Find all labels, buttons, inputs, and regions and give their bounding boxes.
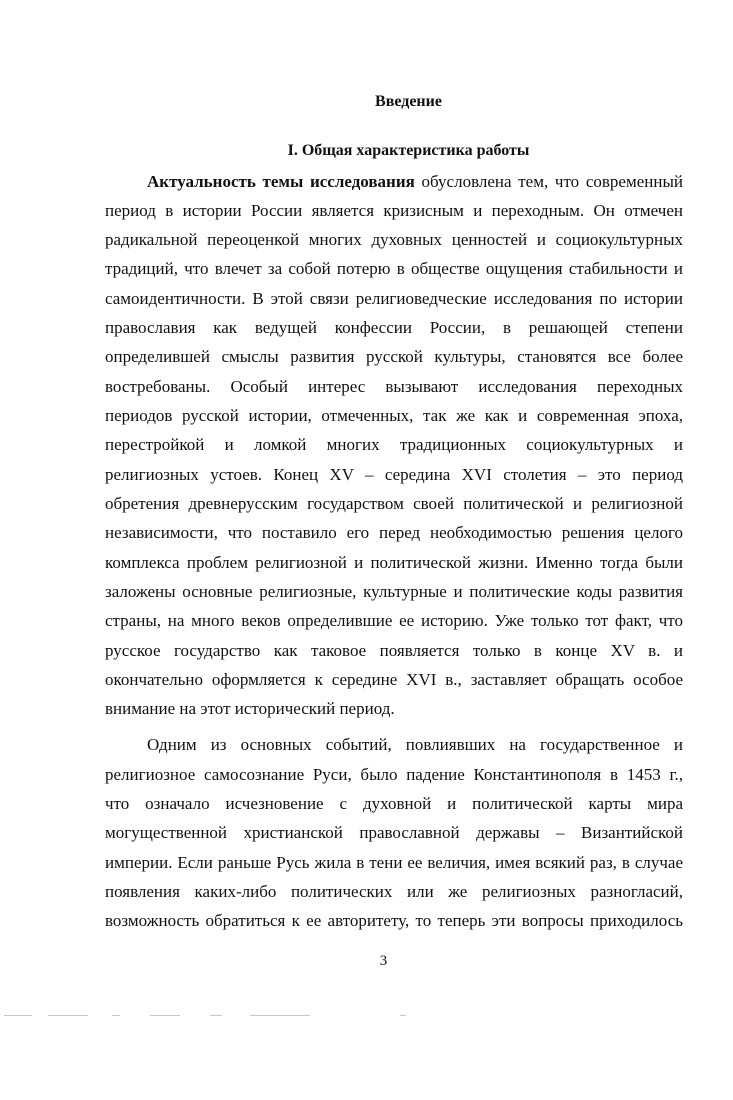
paragraph-1-line: заложены основные религиозные, культурные и политические коды развития — [105, 582, 683, 601]
paragraph-1-line: комплекса проблем религиозной и политической жизни. Именно тогда были — [105, 553, 683, 572]
paragraph-1-line-1 — [147, 171, 683, 193]
paragraph-1-line: окончательно оформляется к середине XVI в., заставляет обращать особое — [105, 670, 683, 689]
paragraph-1-line: русское государство как таковое появляется только в конце XV в. и — [105, 641, 683, 660]
paragraph-1-line: самоидентичности. В этой связи религиоведческие исследования по истории — [105, 289, 683, 308]
paragraph-1-line: страны, на много веков определившие ее историю. Уже только тот факт, что — [105, 611, 683, 630]
paragraph-2-line: появления каких-либо политических или же религиозных разногласий, — [105, 882, 683, 901]
paragraph-1-line: обретения древнерусским государством своей политической и религиозной — [105, 494, 683, 513]
paragraph-1-line: периодов русской истории, отмеченных, так же как и современная эпоха, — [105, 406, 683, 425]
paragraph-2-line: возможность обратиться к ее авторитету, то теперь эти вопросы приходилось — [105, 911, 683, 930]
paragraph-2-line: религиозное самосознание Руси, было падение Константинополя в 1453 г., — [105, 765, 683, 784]
section-title: I. Общая характеристика работы — [287, 142, 530, 159]
page-number: 3 — [379, 953, 388, 969]
paragraph-1-line: период в истории России является кризисным и переходным. Он отмечен — [105, 201, 683, 220]
paragraph-2-line-1: Одним из основных событий, повлиявших на государственное и — [147, 735, 683, 754]
paragraph-1-line: традиций, что влечет за собой потерю в обществе ощущения стабильности и — [105, 259, 683, 278]
paragraph-1-line: независимости, что поставило его перед необходимостью решения целого — [105, 523, 683, 542]
document-title: Введение — [375, 93, 442, 110]
paragraph-1-lead-bold: Актуальность темы исследования — [147, 172, 415, 191]
paragraph-1-line: православия как ведущей конфессии России, в решающей степени — [105, 318, 683, 337]
paragraph-1-line: внимание на этот исторический период. — [105, 699, 395, 718]
paragraph-1-line: определившей смыслы развития русской культуры, становятся все более — [105, 347, 683, 366]
paragraph-1-line: востребованы. Особый интерес вызывают исследования переходных — [105, 377, 683, 396]
paragraph-1-line: религиозных устоев. Конец XV – середина XVI столетия – это период — [105, 465, 683, 484]
scan-artifact-line — [0, 1010, 733, 1022]
paragraph-2-line: могущественной христианской православной державы – Византийской — [105, 823, 683, 842]
paragraph-2-line: империи. Если раньше Русь жила в тени ее величия, имея всякий раз, в случае — [105, 853, 683, 872]
paragraph-2-line: что означало исчезновение с духовной и политической карты мира — [105, 794, 683, 813]
paragraph-1-line: перестройкой и ломкой многих традиционных социокультурных и — [105, 435, 683, 454]
paragraph-1-line: радикальной переоценкой многих духовных ценностей и социокультурных — [105, 230, 683, 249]
paragraph-1-lead-rest: обусловлена тем, что современный — [414, 172, 683, 191]
